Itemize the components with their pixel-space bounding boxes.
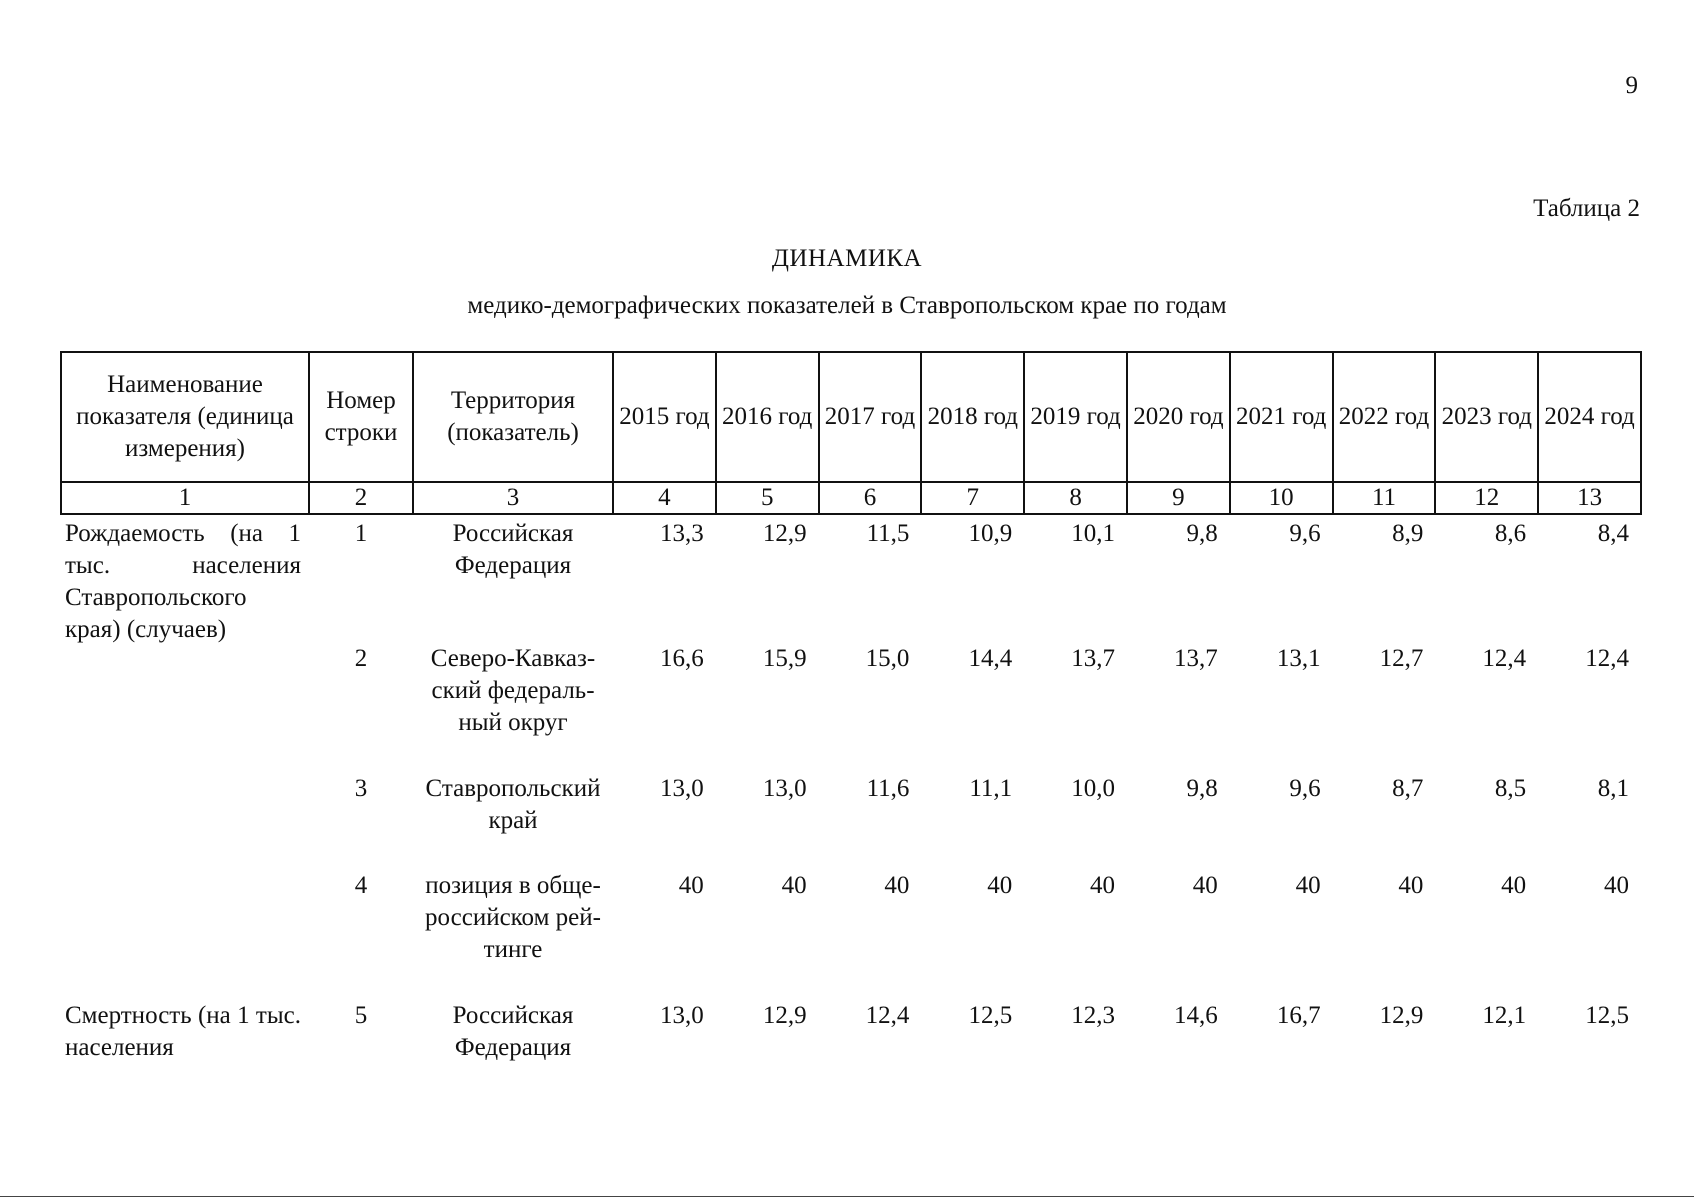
value-cell: 9,8 xyxy=(1186,775,1218,802)
page-number: 9 xyxy=(1625,72,1638,99)
column-number: 11 xyxy=(1333,482,1436,514)
value-cell: 12,3 xyxy=(1071,1002,1115,1029)
row-number: 5 xyxy=(354,1002,368,1029)
value-cell: 8,7 xyxy=(1392,775,1424,802)
header-territory: Территория (показатель) xyxy=(413,352,613,482)
value-cell: 8,9 xyxy=(1392,520,1424,547)
value-cell: 14,6 xyxy=(1174,1002,1218,1029)
column-number: 12 xyxy=(1435,482,1538,514)
column-number-row xyxy=(61,482,1641,514)
header-row-number: Номер строки xyxy=(309,352,413,482)
header-row xyxy=(61,352,1641,482)
value-cell: 8,4 xyxy=(1597,520,1629,547)
column-number: 1 xyxy=(61,482,309,514)
value-cell: 40 xyxy=(1603,872,1629,899)
header-year: 2022 год xyxy=(1333,352,1436,482)
value-cell: 10,1 xyxy=(1071,520,1115,547)
table-row xyxy=(61,1000,1641,1070)
value-cell: 9,6 xyxy=(1289,775,1321,802)
indicator-name: Рождаемость (на 1 тыс. населения Ставропольского края) (случаев) xyxy=(65,520,301,643)
value-cell: 12,4 xyxy=(1585,645,1629,672)
indicator-name: Смертность (на 1 тыс. населения xyxy=(65,1002,301,1061)
row-number: 1 xyxy=(354,520,368,547)
value-cell: 14,4 xyxy=(968,645,1013,672)
header-year: 2020 год xyxy=(1127,352,1230,482)
header-year: 2017 год xyxy=(819,352,922,482)
value-cell: 15,0 xyxy=(865,645,910,672)
value-cell: 40 xyxy=(1501,872,1527,899)
column-number: 6 xyxy=(819,482,922,514)
header-year: 2024 год xyxy=(1538,352,1641,482)
value-cell: 13,7 xyxy=(1071,645,1115,672)
value-cell: 12,4 xyxy=(865,1002,910,1029)
header-indicator: Наименование показателя (единица измерения) xyxy=(61,352,309,482)
column-number: 2 xyxy=(309,482,413,514)
value-cell: 11,5 xyxy=(866,520,910,547)
header-year: 2016 год xyxy=(716,352,819,482)
value-cell: 40 xyxy=(1192,872,1218,899)
column-number: 9 xyxy=(1127,482,1230,514)
header-year: 2023 год xyxy=(1435,352,1538,482)
table-label: Таблица 2 xyxy=(1533,195,1640,222)
document-title: ДИНАМИКА xyxy=(771,245,923,272)
value-cell: 40 xyxy=(781,872,807,899)
table-body xyxy=(61,514,1641,1070)
row-number: 4 xyxy=(354,872,368,899)
value-cell: 40 xyxy=(884,872,910,899)
header-year: 2019 год xyxy=(1024,352,1127,482)
value-cell: 9,8 xyxy=(1186,520,1218,547)
territory: Российская Федерация xyxy=(452,1002,574,1061)
territory: Северо-Кавказ-ский федераль-ный округ xyxy=(430,645,596,736)
value-cell: 8,5 xyxy=(1494,775,1527,802)
header-year: 2018 год xyxy=(921,352,1024,482)
value-cell: 8,1 xyxy=(1597,775,1629,802)
table-header xyxy=(61,352,1641,514)
value-cell: 11,1 xyxy=(969,775,1013,802)
column-number: 4 xyxy=(613,482,716,514)
value-cell: 12,9 xyxy=(762,1002,807,1029)
value-cell: 12,4 xyxy=(1482,645,1527,672)
value-cell: 10,0 xyxy=(1071,775,1115,802)
territory: Ставропольский край xyxy=(425,775,601,834)
value-cell: 12,1 xyxy=(1482,1002,1527,1029)
value-cell: 13,3 xyxy=(660,520,704,547)
column-number: 7 xyxy=(921,482,1024,514)
value-cell: 8,6 xyxy=(1494,520,1527,547)
value-cell: 16,6 xyxy=(660,645,704,672)
value-cell: 13,1 xyxy=(1276,645,1321,672)
value-cell: 13,0 xyxy=(762,775,807,802)
header-year: 2021 год xyxy=(1230,352,1333,482)
row-number: 2 xyxy=(354,645,368,672)
column-number: 13 xyxy=(1538,482,1641,514)
territory: позиция в обще-российском рей-тинге xyxy=(425,872,601,963)
header-year: 2015 год xyxy=(613,352,716,482)
row-number: 3 xyxy=(354,775,368,802)
value-cell: 12,9 xyxy=(1379,1002,1424,1029)
page-bottom-rule xyxy=(0,1196,1694,1197)
indicators-table xyxy=(60,351,1642,1070)
value-cell: 40 xyxy=(1089,872,1115,899)
value-cell: 11,6 xyxy=(866,775,910,802)
territory: Российская Федерация xyxy=(452,520,574,579)
value-cell: 12,9 xyxy=(762,520,807,547)
column-number: 10 xyxy=(1230,482,1333,514)
column-number: 5 xyxy=(716,482,819,514)
value-cell: 12,7 xyxy=(1379,645,1424,672)
column-number: 3 xyxy=(413,482,613,514)
value-cell: 40 xyxy=(987,872,1013,899)
value-cell: 40 xyxy=(678,872,704,899)
value-cell: 12,5 xyxy=(968,1002,1013,1029)
value-cell: 13,0 xyxy=(660,775,704,802)
document-subtitle: медико-демографических показателей в Ставропольском крае по годам xyxy=(467,292,1227,319)
value-cell: 15,9 xyxy=(762,645,807,672)
table-row xyxy=(61,514,1641,643)
value-cell: 10,9 xyxy=(968,520,1013,547)
value-cell: 13,7 xyxy=(1174,645,1218,672)
value-cell: 40 xyxy=(1398,872,1424,899)
value-cell: 16,7 xyxy=(1276,1002,1321,1029)
column-number: 8 xyxy=(1024,482,1127,514)
value-cell: 9,6 xyxy=(1289,520,1321,547)
value-cell: 12,5 xyxy=(1585,1002,1629,1029)
value-cell: 40 xyxy=(1295,872,1321,899)
value-cell: 13,0 xyxy=(660,1002,704,1029)
